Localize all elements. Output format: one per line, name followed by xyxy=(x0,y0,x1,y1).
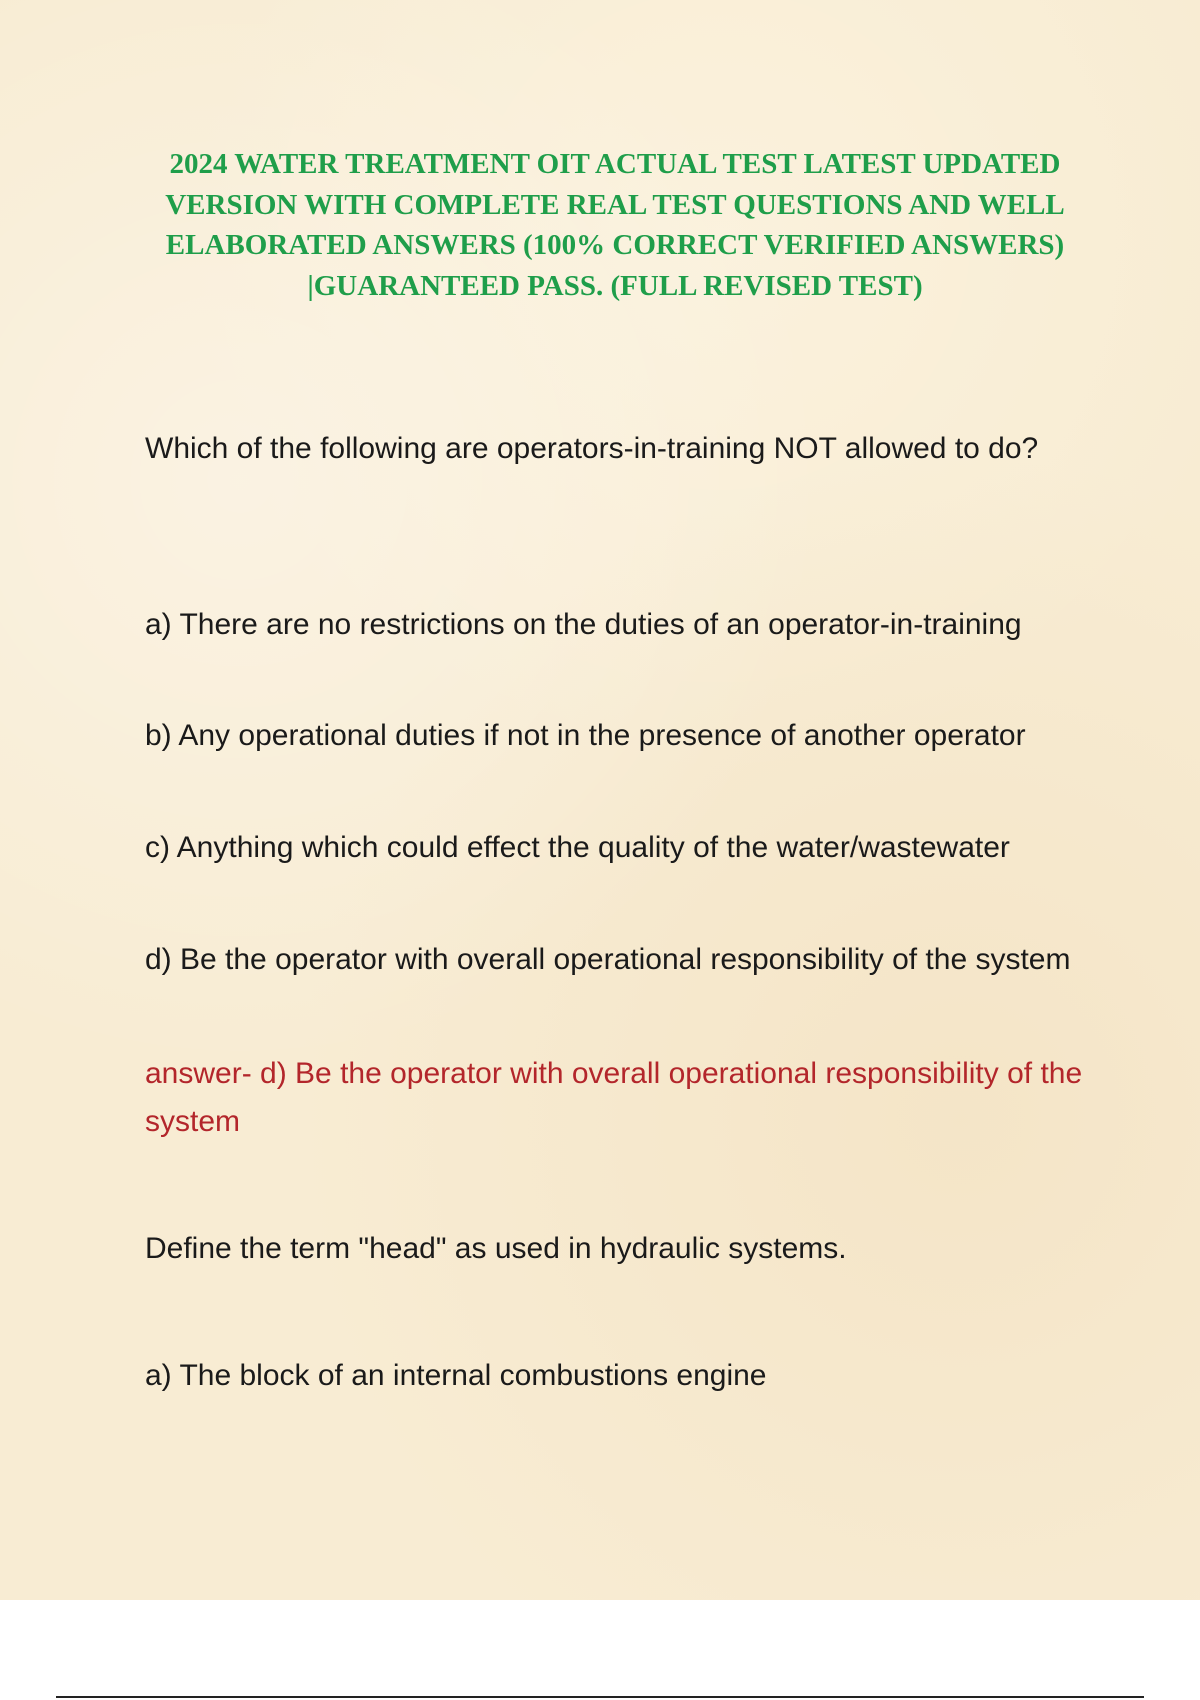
question-2-prompt: Define the term "head" as used in hydraulic systems. xyxy=(145,1232,847,1265)
question-1-option-c: c) Anything which could effect the quality of the water/wastewater xyxy=(145,831,1010,864)
question-1-prompt: Which of the following are operators-in-training NOT allowed to do? xyxy=(145,432,1039,465)
question-1-option-d: d) Be the operator with overall operational responsibility of the system xyxy=(145,943,1071,976)
question-1-answer: answer- d) Be the operator with overall operational responsibility of the system xyxy=(145,1057,1083,1138)
footer-divider xyxy=(56,1696,1144,1698)
question-2-option-a: a) The block of an internal combustions engine xyxy=(145,1359,767,1392)
question-1-option-b: b) Any operational duties if not in the presence of another operator xyxy=(145,719,1026,752)
question-1-option-a: a) There are no restrictions on the duties of an operator-in-training xyxy=(145,608,1022,641)
document-title: 2024 WATER TREATMENT OIT ACTUAL TEST LATEST UPDATED VERSION WITH COMPLETE REAL TEST QUESTIONS AND WELL ELABORATED ANSWERS (100% CORRECT VERIFIED ANSWERS) |GUARANTEED PASS. (FULL REVISED TEST) xyxy=(165,148,1065,302)
